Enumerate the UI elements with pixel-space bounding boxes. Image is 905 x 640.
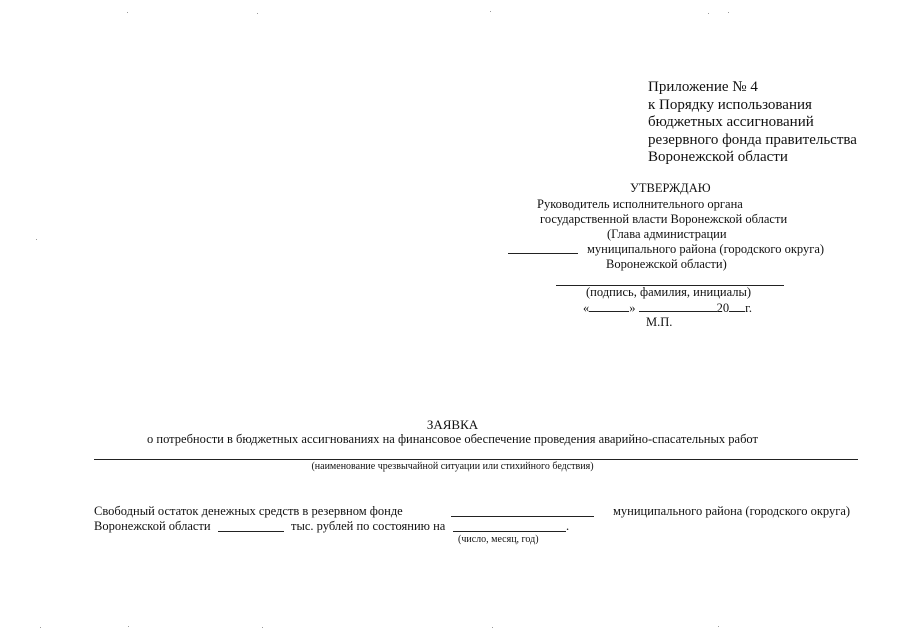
balance-region-text: Воронежской области bbox=[94, 519, 211, 533]
date-caption: (число, месяц, год) bbox=[458, 534, 539, 545]
seal-mark: М.П. bbox=[646, 315, 673, 329]
signature-caption: (подпись, фамилия, инициалы) bbox=[586, 285, 752, 299]
appendix-block bbox=[648, 79, 857, 167]
year-prefix: 20 bbox=[716, 301, 730, 315]
approval-line: муниципального района (городского округа) bbox=[587, 242, 825, 256]
year-suffix: г. bbox=[745, 301, 752, 315]
scan-speck bbox=[257, 13, 258, 14]
scan-speck bbox=[718, 626, 719, 627]
appendix-line: к Порядку использования bbox=[648, 96, 812, 113]
scan-speck bbox=[708, 13, 709, 14]
date-close-quote: » bbox=[629, 301, 636, 315]
day-blank bbox=[589, 300, 629, 312]
scan-speck bbox=[262, 627, 263, 628]
month-blank bbox=[639, 300, 717, 312]
balance-text-start: Свободный остаток денежных средств в резервном фонде bbox=[94, 504, 403, 518]
approval-line: Руководитель исполнительного органа bbox=[537, 197, 743, 211]
scan-speck bbox=[128, 626, 129, 627]
scan-speck bbox=[728, 12, 729, 13]
approval-line: государственной власти Воронежской области bbox=[540, 212, 788, 226]
appendix-line: Приложение № 4 bbox=[648, 79, 758, 95]
approval-title: УТВЕРЖДАЮ bbox=[630, 181, 711, 195]
request-title: ЗАЯВКА bbox=[426, 417, 479, 432]
date-blank bbox=[453, 531, 566, 532]
approval-date bbox=[583, 300, 752, 316]
appendix-line: Воронежской области bbox=[648, 149, 788, 165]
scan-speck bbox=[40, 627, 41, 628]
date-open-quote: « bbox=[583, 301, 590, 315]
balance-text-end: муниципального района (городского округа) bbox=[613, 504, 851, 518]
amount-blank bbox=[218, 531, 284, 532]
district-blank-line bbox=[508, 253, 578, 254]
approval-line: Воронежской области) bbox=[606, 257, 727, 271]
appendix-line: резервного фонда правительства bbox=[648, 131, 857, 148]
balance-as-of-text: тыс. рублей по состоянию на bbox=[291, 519, 446, 533]
scan-speck bbox=[492, 627, 493, 628]
scan-speck bbox=[36, 239, 37, 240]
scan-speck bbox=[127, 12, 128, 13]
emergency-name-line bbox=[94, 459, 858, 460]
emergency-name-caption: (наименование чрезвычайной ситуации или стихийного бедствия) bbox=[311, 461, 594, 472]
appendix-line: бюджетных ассигнований bbox=[648, 114, 814, 130]
request-subtitle: о потребности в бюджетных ассигнованиях на финансовое обеспечение проведения аварийно-спасательных работ bbox=[147, 432, 758, 446]
district-name-blank bbox=[451, 516, 594, 517]
scan-speck bbox=[490, 11, 491, 12]
year-blank bbox=[729, 300, 745, 312]
approval-line: (Глава администрации bbox=[607, 227, 727, 241]
balance-period: . bbox=[566, 519, 570, 533]
